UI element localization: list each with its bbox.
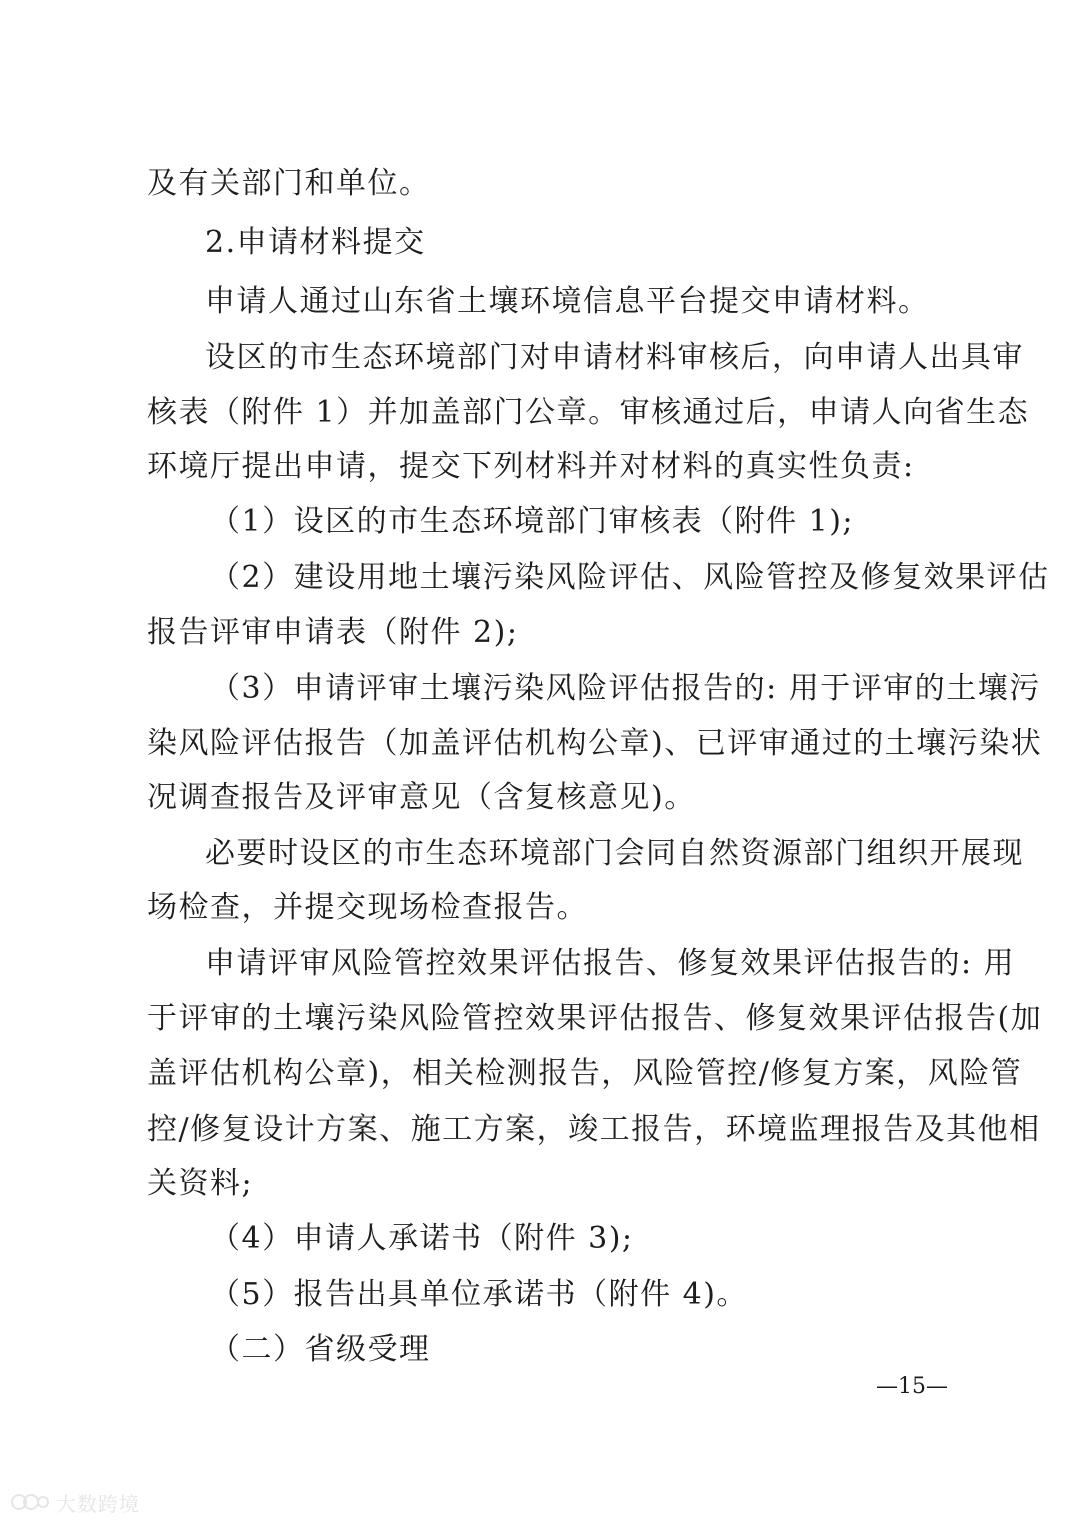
text-line-18: 控/修复设计方案、施工方案，竣工报告，环境监理报告及其他相: [147, 1112, 1041, 1147]
text-line-5: 核表（附件 1）并加盖部门公章。审核通过后，申请人向省生态: [147, 395, 1030, 430]
section-heading-provincial: （二）省级受理: [210, 1332, 431, 1367]
list-item-2-cont: 报告评审申请表（附件 2);: [147, 615, 519, 650]
text-line-14: 场检查，并提交现场检查报告。: [147, 890, 588, 925]
text-line-6: 环境厅提出申请，提交下列材料并对材料的真实性负责:: [147, 449, 915, 484]
list-item-4: （4）申请人承诺书（附件 3);: [210, 1221, 634, 1256]
text-line-1: 及有关部门和单位。: [147, 166, 431, 201]
text-line-13: 必要时设区的市生态环境部门会同自然资源部门组织开展现: [205, 836, 1024, 871]
text-line-15: 申请评审风险管控效果评估报告、修复效果评估报告的: 用: [205, 946, 1016, 981]
list-item-2: （2）建设用地土壤污染风险评估、风险管控及修复效果评估: [210, 560, 1050, 595]
list-item-1: （1）设区的市生态环境部门审核表（附件 1);: [210, 504, 855, 539]
text-line-19: 关资料;: [147, 1166, 254, 1201]
text-line-4: 设区的市生态环境部门对申请材料审核后，向申请人出具审: [205, 340, 1024, 375]
list-item-3-cont-2: 况调查报告及评审意见（含复核意见)。: [147, 780, 696, 815]
page-number: —15—: [876, 1374, 948, 1399]
section-heading-2: 2.申请材料提交: [205, 225, 426, 260]
watermark: [10, 1488, 140, 1516]
text-line-3: 申请人通过山东省土壤环境信息平台提交申请材料。: [205, 284, 930, 319]
watermark-text: 大数跨境: [56, 1491, 140, 1516]
watermark-logo-icon: [10, 1490, 50, 1514]
text-line-16: 于评审的土壤污染风险管控效果评估报告、修复效果评估报告(加: [147, 1001, 1043, 1036]
list-item-3-cont-1: 染风险评估报告（加盖评估机构公章)、已评审通过的土壤污染状: [147, 726, 1043, 761]
text-line-17: 盖评估机构公章)，相关检测报告，风险管控/修复方案，风险管: [147, 1056, 1023, 1091]
list-item-5: （5）报告出具单位承诺书（附件 4)。: [210, 1277, 748, 1312]
list-item-3: （3）申请评审土壤污染风险评估报告的: 用于评审的土壤污: [210, 671, 1041, 706]
